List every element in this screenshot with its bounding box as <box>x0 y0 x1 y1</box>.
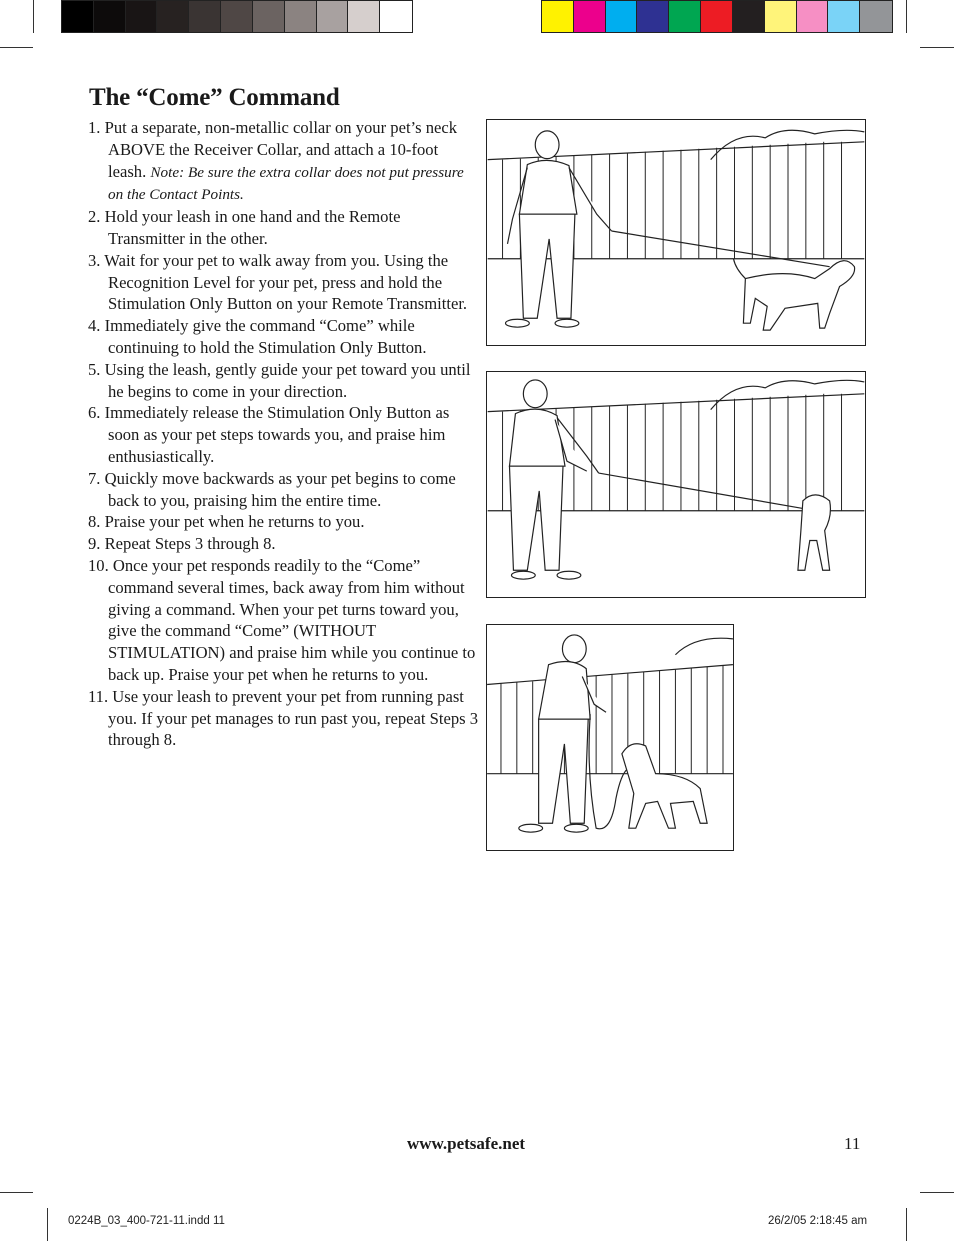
illustration-dog-coming <box>486 371 866 598</box>
step-item: 10. Once your pet responds readily to the “Come” command several times, back away from him without giving a command. When your pet turns toward you, give the command “Come” (WITHOUT STIMULATION) and praise him while you continue to back up. Praise your pet when he returns to you. <box>88 555 476 684</box>
step-item: 2. Hold your leash in one hand and the Remote Transmitter in the other. <box>88 207 401 248</box>
instruction-steps <box>88 117 480 751</box>
gray-swatch <box>157 1 189 32</box>
process-swatch <box>606 1 638 32</box>
gray-swatch <box>285 1 317 32</box>
process-swatch <box>701 1 733 32</box>
gray-swatch <box>380 1 412 32</box>
step-item: 11. Use your leash to prevent your pet from running past you. If your pet manages to run past you, repeat Steps 3 through 8. <box>88 686 479 750</box>
step-item: 9. Repeat Steps 3 through 8. <box>88 534 276 554</box>
process-swatch <box>542 1 574 32</box>
gray-swatch <box>126 1 158 32</box>
step-item: 1. Put a separate, non-metallic collar on your pet’s neck ABOVE the Receiver Collar, and attach a 10-foot leash. Note: Be sure the extra collar does not put pressure on the Contact Points. <box>88 118 464 204</box>
illustration-praise-dog <box>486 624 734 851</box>
illustration-dog-walking-away <box>486 119 866 346</box>
print-slug-file: 0224B_03_400-721-11.indd 11 <box>68 1215 225 1227</box>
grayscale-color-bar <box>61 0 413 33</box>
process-swatch <box>860 1 892 32</box>
process-swatch <box>828 1 860 32</box>
process-swatch <box>797 1 829 32</box>
process-swatch <box>637 1 669 32</box>
gray-swatch <box>317 1 349 32</box>
step-item: 6. Immediately release the Stimulation Only Button as soon as your pet steps towards you, and praise him enthusiastically. <box>88 403 450 466</box>
gray-swatch <box>253 1 285 32</box>
process-color-bar <box>541 0 893 33</box>
step-item: 7. Quickly move backwards as your pet begins to come back to you, praising him the entire time. <box>88 468 456 510</box>
step-note: Note: Be sure the extra collar does not put pressure on the Contact Points. <box>108 163 464 204</box>
step-item: 4. Immediately give the command “Come” while continuing to hold the Stimulation Only Button. <box>88 316 427 357</box>
gray-swatch <box>62 1 94 32</box>
page-title: The “Come” Command <box>89 84 340 111</box>
process-swatch <box>733 1 765 32</box>
process-swatch <box>574 1 606 32</box>
gray-swatch <box>221 1 253 32</box>
process-swatch <box>765 1 797 32</box>
page-number: 11 <box>844 1134 861 1153</box>
print-slug-date: 26/2/05 2:18:45 am <box>768 1215 868 1227</box>
gray-swatch <box>189 1 221 32</box>
website-url: www.petsafe.net <box>407 1134 526 1153</box>
step-item: 5. Using the leash, gently guide your pet toward you until he begins to come in your direction. <box>88 359 471 401</box>
gray-swatch <box>348 1 380 32</box>
step-item: 3. Wait for your pet to walk away from you. Using the Recognition Level for your pet, press and hold the Stimulation Only Button on your Remote Transmitter. <box>88 250 468 314</box>
process-swatch <box>669 1 701 32</box>
gray-swatch <box>94 1 126 32</box>
step-item: 8. Praise your pet when he returns to you. <box>88 512 365 532</box>
